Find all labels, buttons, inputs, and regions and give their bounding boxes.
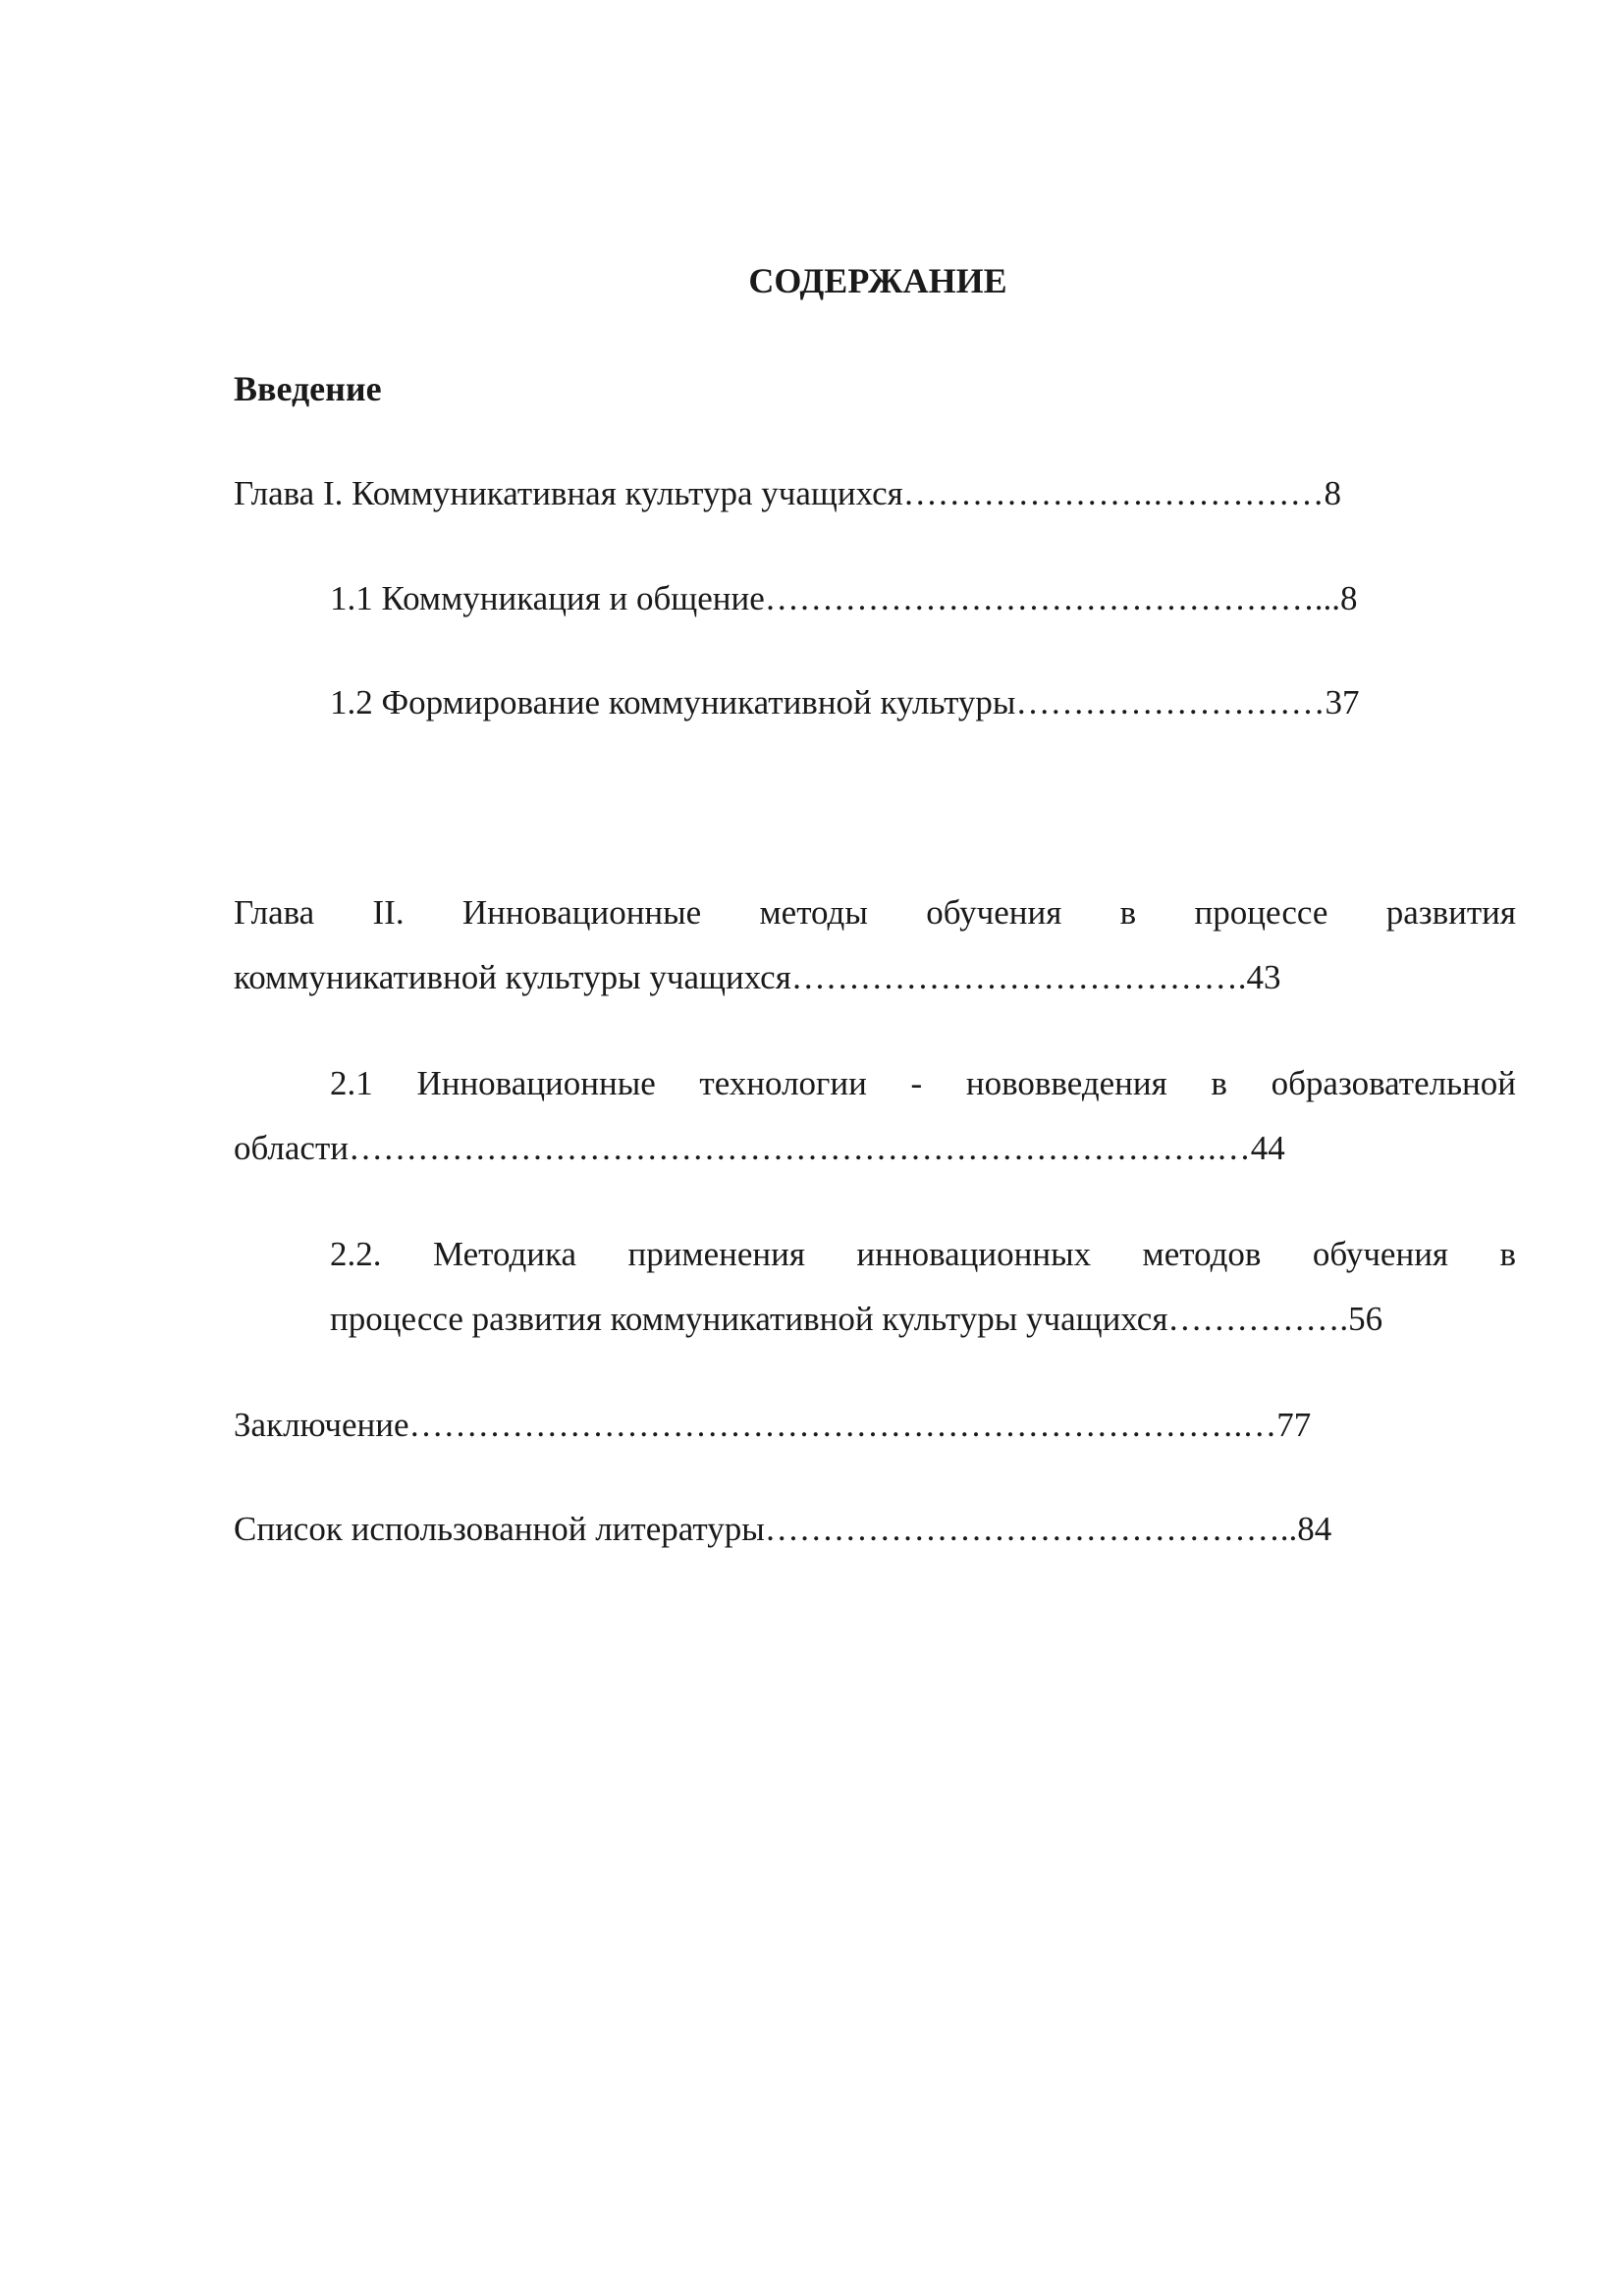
toc-intro: Введение <box>234 369 382 408</box>
toc-entry-section-2-2-line-2: процессе развития коммуникативной культуры учащихся…………….56 <box>330 1300 1383 1338</box>
toc-entry-section-1-1: 1.1 Коммуникация и общение…………………………………………...8 <box>330 579 1358 617</box>
toc-entry-chapter-1: Глава I. Коммуникативная культура учащихся………………….……………8 <box>234 474 1341 512</box>
toc-entry-references: Список использованной литературы………………………………………..84 <box>234 1510 1332 1548</box>
toc-entry-section-2-1-line-1: 2.1 Инновационные технологии - нововведения в образовательной <box>330 1064 1516 1102</box>
toc-entry-section-1-2: 1.2 Формирование коммуникативной культуры………………………37 <box>330 683 1360 721</box>
toc-entry-section-2-2-line-1: 2.2. Методика применения инновационных методов обучения в <box>330 1235 1516 1273</box>
toc-entry-chapter-2-line-1: Глава II. Инновационные методы обучения в процессе развития <box>234 893 1516 932</box>
toc-entry-section-2-1-line-2: области………………………………………………………………….…44 <box>234 1129 1285 1167</box>
toc-entry-chapter-2-line-2: коммуникативной культуры учащихся………………………………….43 <box>234 958 1281 996</box>
toc-entry-conclusion: Заключение……………………………………………………………….…77 <box>234 1406 1312 1444</box>
page-title: СОДЕРЖАНИЕ <box>748 261 1007 300</box>
